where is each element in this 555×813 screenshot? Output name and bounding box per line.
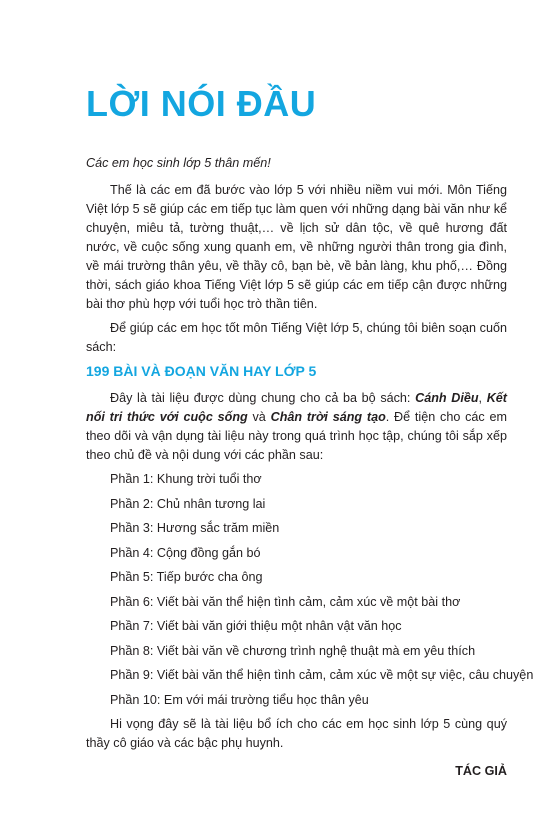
intro-paragraph: Thế là các em đã bước vào lớp 5 với nhiều niềm vui mới. Môn Tiếng Việt lớp 5 sẽ giúp các em tiếp tục làm quen với những dạng bài văn như kể chuyện, miêu tả, tường thuật,… về lịch sử dân tộc, về quê hương đất nước, về cuộc sống xung quanh em, về những người thân trong gia đình, về mái trường thân yêu, về thầy cô, bạn bè, về bản làng, khu phố,… Đồng thời, sách giáo khoa Tiếng Việt lớp 5 sẽ giúp các em tiếp cận được những bài thơ phù hợp với tuổi học trò thần tiên. — [86, 183, 507, 311]
series-intro: Đây là tài liệu được dùng chung cho cả ba bộ sách: — [110, 391, 416, 405]
series-chan-troi: Chân trời sáng tạo — [270, 410, 386, 424]
series-ket-noi: Kết nối tri thức với cuộc sống — [86, 391, 507, 424]
closing-paragraph: Hi vọng đây sẽ là tài liệu bổ ích cho các em học sinh lớp 5 cùng quý thầy cô giáo và các bậc phụ huynh. — [86, 717, 507, 750]
part-item: Phần 1: Khung trời tuổi thơ — [110, 472, 262, 486]
part-item: Phần 6: Viết bài văn thể hiện tình cảm, cảm xúc về một bài thơ — [110, 594, 461, 609]
author-signature: TÁC GIẢ — [455, 764, 507, 778]
series-rest: . Để tiện cho các em theo dõi và vận dụng tài liệu này trong quá trình học tập, chúng tôi sắp xếp theo chủ đề và nội dung với các phần sau: — [86, 410, 507, 462]
purpose-paragraph: Để giúp các em học tốt môn Tiếng Việt lớp 5, chúng tôi biên soạn cuốn sách: — [86, 321, 507, 354]
book-title: 199 BÀI VÀ ĐOẠN VĂN HAY LỚP 5 — [86, 363, 317, 379]
part-item: Phần 7: Viết bài văn giới thiệu một nhân vật văn học — [110, 619, 402, 633]
preface-body — [86, 154, 534, 786]
part-item: Phần 3: Hương sắc trăm miền — [110, 521, 280, 535]
part-item: Phần 8: Viết bài văn về chương trình nghệ thuật mà em yêu thích — [110, 643, 476, 658]
series-separator-2: và — [247, 410, 271, 424]
series-paragraph — [86, 389, 507, 465]
part-item: Phần 4: Cộng đồng gắn bó — [110, 545, 261, 560]
part-item: Phần 9: Viết bài văn thể hiện tình cảm, cảm xúc về một sự việc, câu chuyện — [110, 668, 534, 682]
series-separator-1: , — [478, 391, 487, 405]
greeting: Các em học sinh lớp 5 thân mến! — [86, 156, 271, 170]
parts-list — [86, 470, 534, 710]
part-item: Phần 5: Tiếp bước cha ông — [110, 570, 263, 584]
part-item: Phần 2: Chủ nhân tương lai — [110, 496, 266, 511]
page-title: LỜI NÓI ĐẦU — [86, 83, 317, 124]
series-canh-dieu: Cánh Diều — [415, 391, 479, 405]
part-item: Phần 10: Em với mái trường tiểu học thân yêu — [110, 692, 369, 707]
